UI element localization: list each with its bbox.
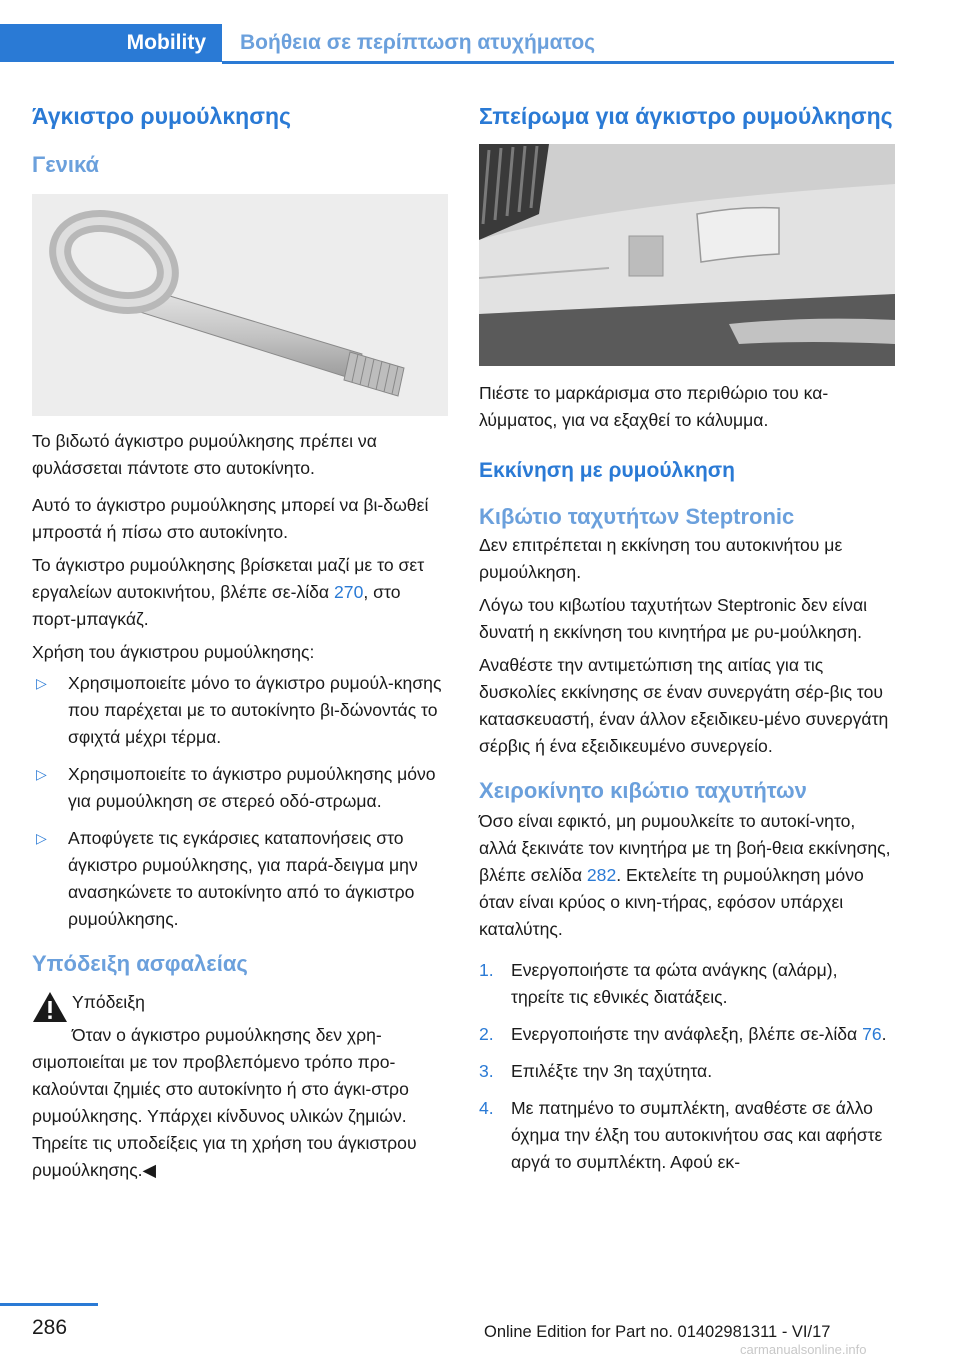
triangle-bullet-icon: ▷: [36, 830, 47, 846]
bumper-cover-illustration: [479, 144, 895, 366]
list-item: ▷ Χρησιμοποιείτε το άγκιστρο ρυμούλκησης μόνο για ρυμούλκηση σε στερεό οδό-στρωμα.: [32, 761, 448, 815]
warning-triangle-icon: [32, 991, 68, 1023]
steptronic-heading: Κιβώτιο ταχυτήτων Steptronic: [479, 504, 795, 529]
page-link-282[interactable]: 282: [586, 865, 617, 885]
edition-info: Online Edition for Part no. 01402981311 - VI/17: [484, 1323, 831, 1341]
tow-hook-icon: [32, 194, 448, 416]
steptronic-paragraph-2: Λόγω του κιβωτίου ταχυτήτων Steptronic δεν είναι δυνατή η εκκίνηση του κινητήρα με ρυ-μούλκηση.: [479, 595, 868, 642]
location-paragraph: Το άγκιστρο ρυμούλκησης βρίσκεται μαζί με το σετ εργαλείων αυτοκινήτου, βλέπε σε-λίδα 270, στο πορτ-μπαγκάζ.: [32, 555, 425, 629]
tow-hook-illustration: [32, 194, 448, 416]
list-item: 2. Ενεργοποιήστε την ανάφλεξη, βλέπε σε-λίδα 76.: [479, 1024, 887, 1044]
manual-gearbox-heading: Χειροκίνητο κιβώτιο ταχυτήτων: [479, 778, 807, 803]
right-column: [479, 100, 895, 1186]
steptronic-paragraph-1: Δεν επιτρέπεται η εκκίνηση του αυτοκινήτου με ρυμούλκηση.: [479, 535, 843, 582]
warning-text-first: Όταν ο άγκιστρο ρυμούλκησης δεν χρη-: [72, 1025, 382, 1045]
list-item: 3. Επιλέξτε την 3η ταχύτητα.: [479, 1061, 713, 1081]
mounting-paragraph: Αυτό το άγκιστρο ρυμούλκησης μπορεί να βι-δωθεί μπροστά ή πίσω στο αυτοκίνητο.: [32, 495, 429, 542]
safety-heading: Υπόδειξη ασφαλείας: [32, 951, 248, 976]
manual-paragraph: Όσο είναι εφικτό, μη ρυμουλκείτε το αυτοκί-νητο, αλλά ξεκινάτε τον κινητήρα με τη βοή-θεια εκκίνησης, βλέπε σελίδα 282. Εκτελείτε τη ρυμούλκηση μόνο όταν είναι κρύος ο κινη-τήρας, εφόσον υπάρχει καταλύτης.: [479, 811, 891, 939]
general-heading: Γενικά: [32, 152, 100, 177]
usage-list: [32, 670, 448, 933]
list-item: ▷ Χρησιμοποιείτε μόνο το άγκιστρο ρυμούλ-κησης που παρέχεται με το αυτοκίνητο βι-δώνοντάς το σφιχτά μέχρι τέρμα.: [32, 670, 448, 751]
list-item: 1. Ενεργοποιήστε τα φώτα ανάγκης (αλάρμ), τηρείτε τις εθνικές διατάξεις.: [479, 960, 838, 1007]
warning-label: Υπόδειξη: [72, 992, 145, 1012]
warning-text: σιμοποιείται με τον προβλεπόμενο τρόπο προ-καλούνται ζημιές στο αυτοκίνητο ή στο άγκι-στρο ρυμούλκησης. Υπάρχει κίνδυνος υλικών ζημιών. Τηρείτε τις υποδείξεις για τη χρήση του άγκιστρου ρυμούλκησης.◀: [32, 1052, 417, 1180]
list-item: 4. Με πατημένο το συμπλέκτη, αναθέστε σε άλλο όχημα την έλξη του αυτοκινήτου σας και αφήστε αργά το συμπλέκτη. Αφού εκ-: [479, 1098, 883, 1172]
left-column: [32, 100, 448, 1184]
thread-title: Σπείρωμα για άγκιστρο ρυμούλκησης: [479, 103, 893, 129]
steptronic-paragraph-3: Αναθέστε την αντιμετώπιση της αιτίας για τις δυσκολίες εκκίνησης σε έναν συνεργάτη σέρ-βις του κατασκευαστή, έναν άλλον εξειδικευ-μένο συνεργάτη σέρβις ή ένα εξειδικευμένο συνεργείο.: [479, 655, 889, 756]
list-item: ▷ Αποφύγετε τις εγκάρσιες καταπονήσεις στο άγκιστρο ρυμούλκησης, για παρά-δειγμα μην ανασηκώνετε το αυτοκίνητο από το άγκιστρο ρυμούλκησης.: [32, 825, 448, 933]
header-rule: [222, 61, 894, 64]
storage-paragraph: Το βιδωτό άγκιστρο ρυμούλκησης πρέπει να φυλάσσεται πάντοτε στο αυτοκίνητο.: [32, 431, 377, 478]
tow-hook-title: Άγκιστρο ρυμούλκησης: [32, 103, 291, 129]
warning-block: [32, 989, 448, 1184]
usage-heading: Χρήση του άγκιστρου ρυμούλκησης:: [32, 642, 315, 662]
bumper-icon: [479, 144, 895, 366]
section-tab: Mobility: [0, 24, 222, 62]
tow-start-heading: Εκκίνηση με ρυμούλκηση: [479, 459, 735, 482]
triangle-bullet-icon: ▷: [36, 766, 47, 782]
watermark: carmanualsonline.info: [740, 1342, 867, 1357]
chapter-title: Βοήθεια σε περίπτωση ατυχήματος: [240, 31, 596, 54]
triangle-bullet-icon: ▷: [36, 675, 47, 691]
page-number: 286: [32, 1316, 68, 1339]
tow-start-steps: [479, 957, 895, 1176]
page-link-76[interactable]: 76: [862, 1024, 882, 1044]
footer-rule: [0, 1303, 98, 1306]
page-link-270[interactable]: 270: [334, 582, 364, 602]
remove-cover-paragraph: Πιέστε το μαρκάρισμα στο περιθώριο του κα-λύμματος, για να εξαχθεί το κάλυμμα.: [479, 383, 829, 430]
